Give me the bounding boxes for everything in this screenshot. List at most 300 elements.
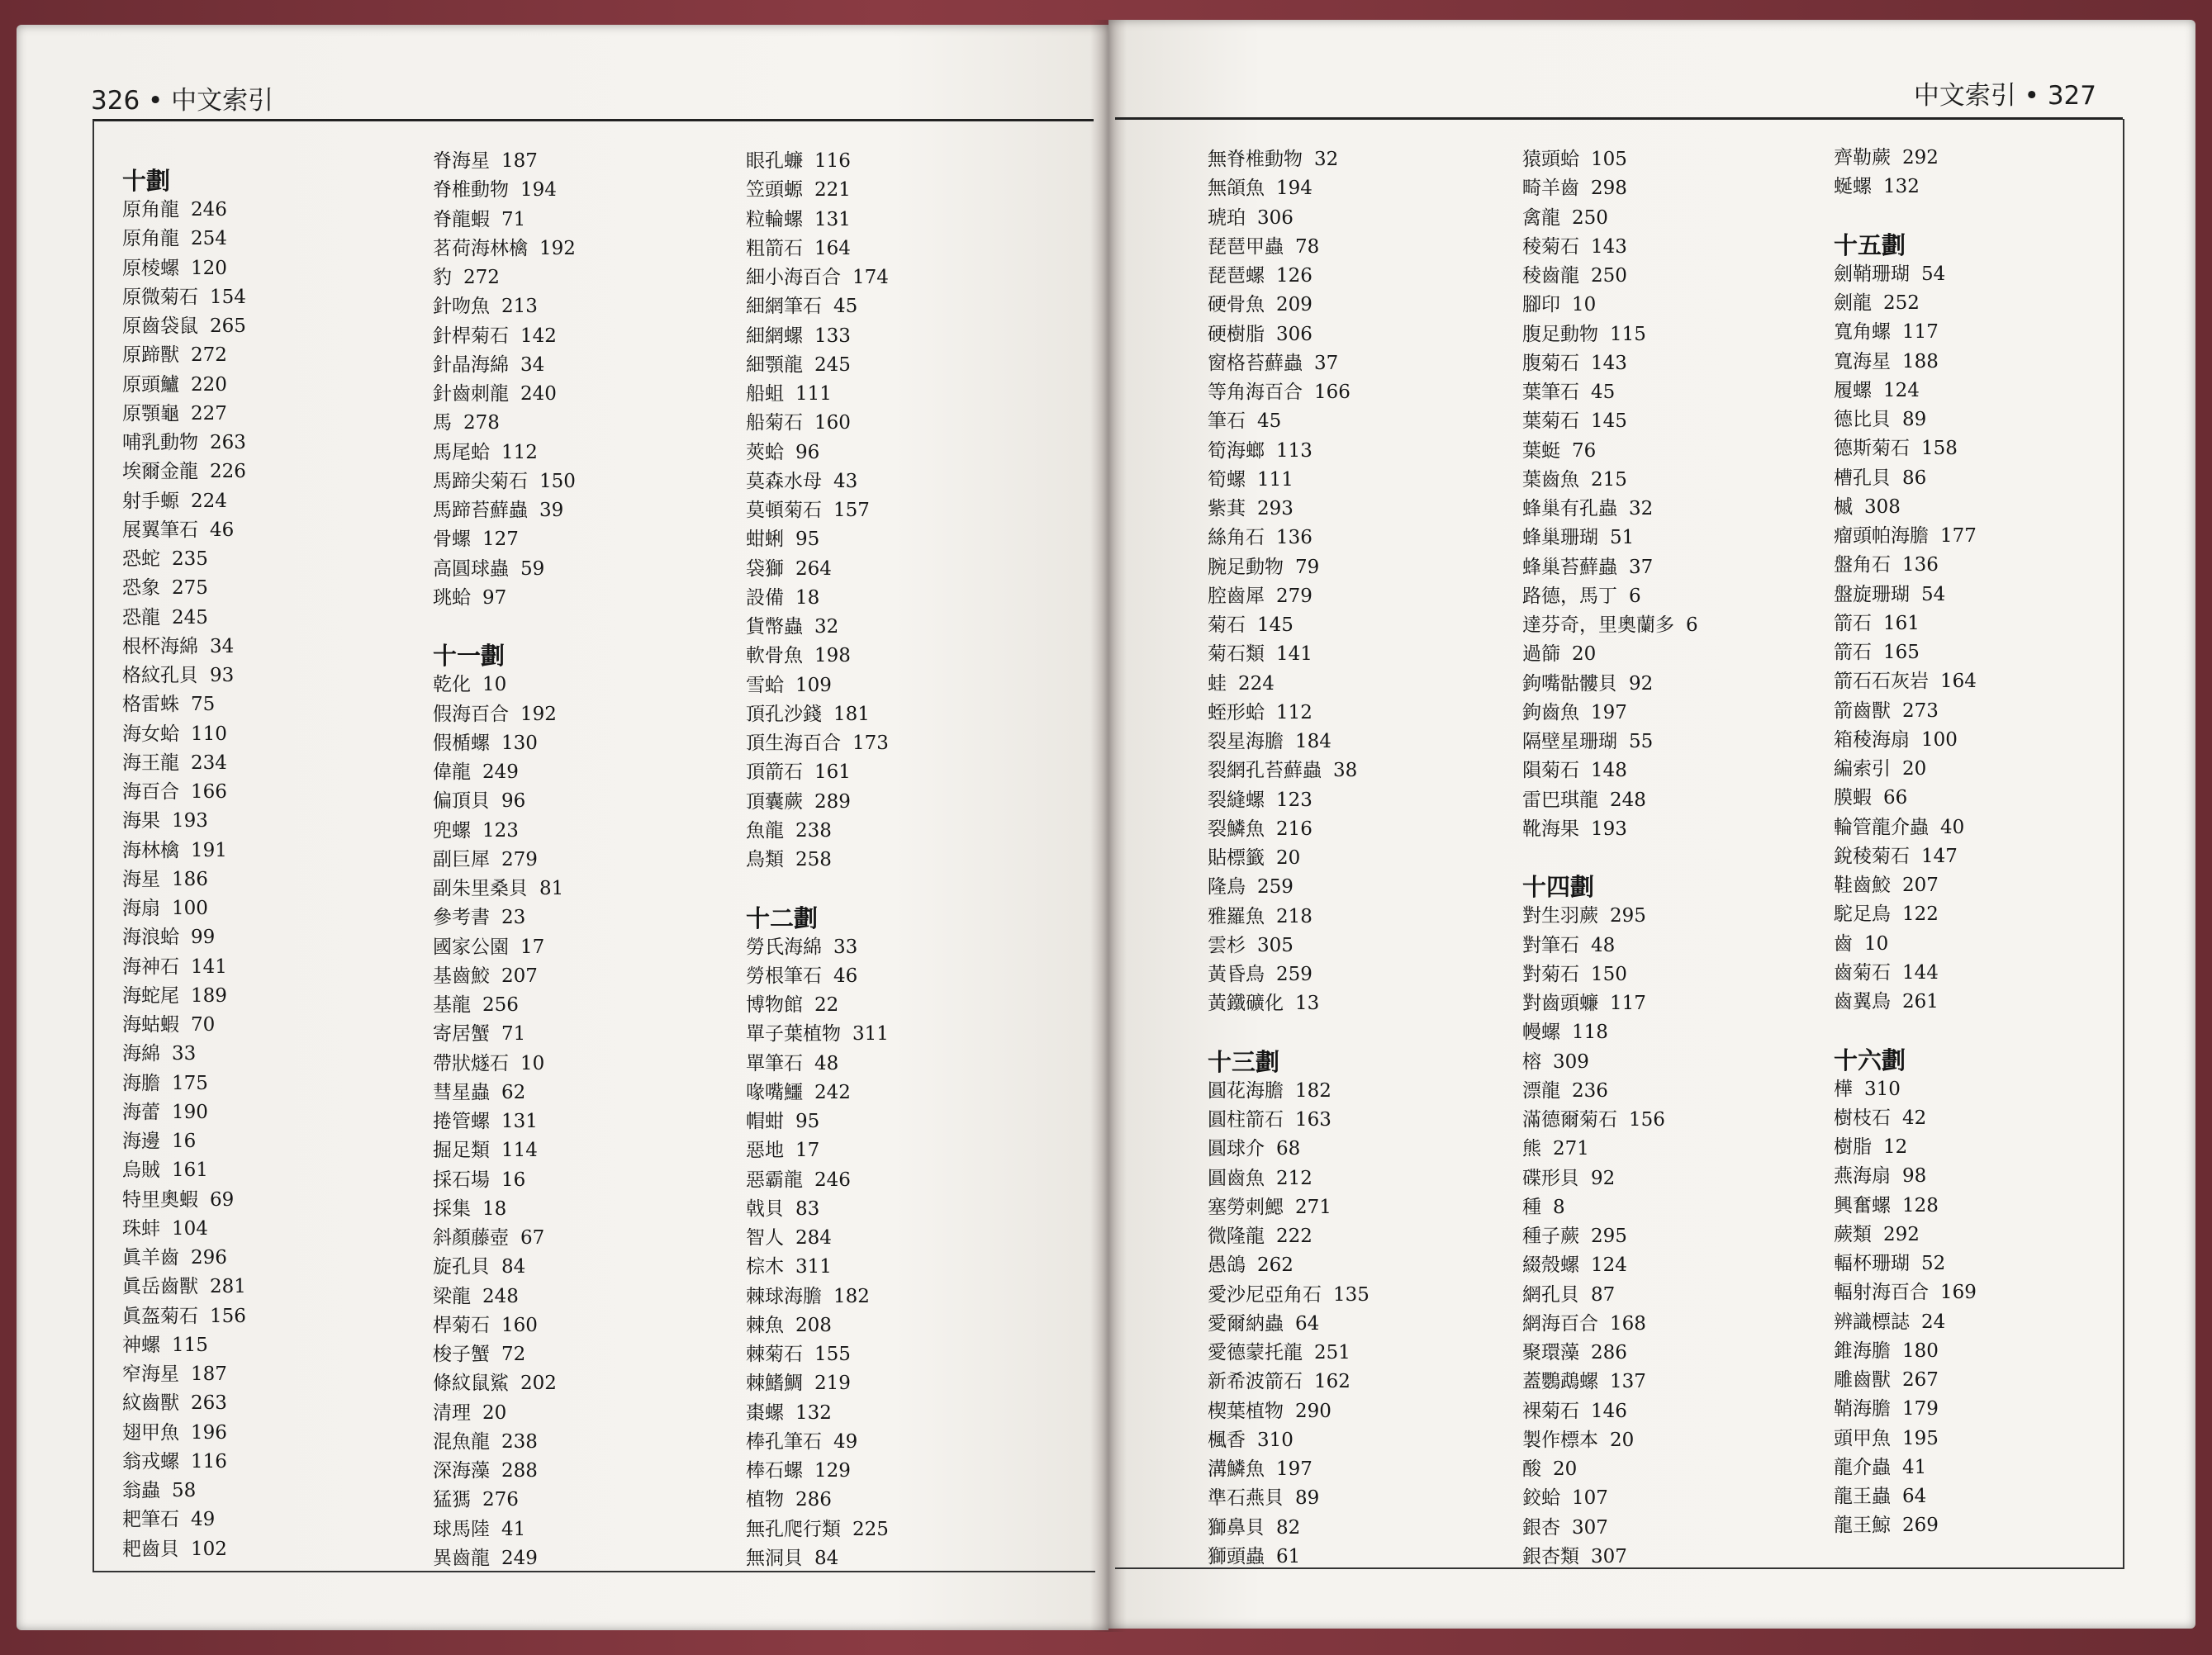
index-entry (1208, 145, 1515, 174)
index-page-number: 129 (814, 1460, 851, 1482)
index-term: 參考書 (433, 907, 490, 929)
index-term: 恐龍 (122, 606, 160, 628)
index-entry (1522, 524, 1830, 552)
index-entry (433, 147, 740, 176)
index-page-number: 292 (1902, 147, 1939, 168)
index-page-number: 66 (1883, 787, 1908, 809)
index-page-number: 86 (1902, 467, 1927, 489)
index-term: 頂囊蕨 (746, 790, 803, 813)
index-entry (746, 613, 1053, 642)
index-entry (1208, 233, 1515, 262)
index-entry (122, 1040, 430, 1069)
index-term: 哺乳動物 (122, 432, 198, 453)
index-entry (1522, 1281, 1830, 1310)
index-entry (746, 409, 1053, 438)
index-entry (1834, 784, 2141, 813)
index-entry (1522, 786, 1830, 815)
index-page-number: 48 (1591, 934, 1616, 956)
index-entry (1834, 609, 2141, 638)
index-entry (1834, 551, 2141, 580)
index-entry (1834, 667, 2141, 696)
index-term: 球馬陸 (433, 1518, 490, 1540)
index-page-number: 141 (191, 956, 227, 978)
index-entry (1834, 697, 2141, 726)
index-entry (122, 865, 430, 894)
index-page-number: 128 (1902, 1194, 1939, 1216)
index-term: 編索引 (1834, 758, 1891, 780)
index-entry (1834, 900, 2141, 929)
index-page-number: 148 (1591, 760, 1627, 782)
index-term: 德斯菊石 (1834, 438, 1910, 460)
index-page-number: 259 (1276, 964, 1312, 985)
index-term: 樺 (1834, 1078, 1853, 1100)
index-term: 琵琶螺 (1208, 265, 1265, 287)
index-term: 無頜魚 (1208, 178, 1265, 200)
index-term: 異齒龍 (433, 1547, 490, 1569)
index-entry (433, 729, 740, 758)
index-page-number: 275 (172, 577, 208, 600)
index-page-number: 34 (210, 635, 235, 657)
index-term: 箭石 (1834, 642, 1872, 663)
index-term: 齒翼鳥 (1834, 991, 1891, 1012)
index-page-number: 150 (539, 470, 576, 492)
index-entry (122, 720, 430, 749)
index-page-number: 308 (1864, 496, 1901, 518)
index-page-number: 95 (795, 1111, 820, 1132)
index-page-number: 251 (1314, 1342, 1350, 1363)
index-term: 帶狀燧石 (433, 1052, 509, 1074)
index-term: 頂孔沙錢 (746, 703, 822, 725)
index-page-number: 295 (1591, 1226, 1627, 1247)
index-term: 琵琶甲蟲 (1208, 235, 1284, 258)
index-term: 對齒頭蠊 (1522, 993, 1598, 1014)
index-page-number: 124 (1883, 379, 1920, 401)
index-entry (1522, 1193, 1830, 1222)
index-entry (746, 1369, 1053, 1398)
index-term: 海浪蛤 (122, 927, 179, 949)
index-entry (433, 1340, 740, 1369)
index-term: 海蛇尾 (122, 984, 179, 1007)
index-page-number: 32 (1314, 149, 1339, 170)
index-page-number: 150 (1591, 963, 1627, 985)
index-page-number: 22 (814, 994, 839, 1016)
index-entry (746, 1136, 1053, 1165)
index-entry (1522, 437, 1830, 466)
index-entry (1834, 1104, 2141, 1133)
index-page-number: 46 (833, 965, 858, 987)
index-page-number: 161 (814, 761, 851, 784)
index-page-number: 64 (1295, 1312, 1320, 1335)
index-page-number: 219 (814, 1373, 851, 1395)
index-entry (122, 312, 430, 341)
index-term: 海膽 (122, 1072, 160, 1094)
index-page-number: 225 (852, 1518, 889, 1540)
index-term: 裂星海膽 (1208, 731, 1284, 752)
index-page-number: 58 (172, 1480, 197, 1501)
index-entry (1208, 815, 1515, 844)
index-entry (746, 351, 1053, 380)
index-entry (433, 846, 740, 875)
index-entry (1208, 611, 1515, 640)
index-entry (746, 788, 1053, 817)
index-entry (746, 206, 1053, 235)
index-page-number: 160 (814, 412, 851, 434)
index-page-number: 227 (191, 402, 227, 424)
index-page-number: 220 (191, 373, 227, 396)
index-page-number: 306 (1276, 323, 1312, 345)
index-entry (1834, 493, 2141, 522)
index-term: 單子葉植物 (746, 1023, 841, 1046)
index-term: 種子蕨 (1522, 1226, 1579, 1247)
index-page-number: 168 (1610, 1312, 1646, 1335)
index-term: 圓齒魚 (1208, 1167, 1265, 1189)
index-page-number: 79 (1295, 556, 1320, 578)
index-term: 達芬奇，里奧蘭多 (1522, 614, 1674, 636)
index-term: 彗星蟲 (433, 1081, 490, 1103)
index-term: 劍龍 (1834, 292, 1872, 314)
index-entry (1522, 902, 1830, 931)
index-page-number: 298 (1591, 178, 1627, 200)
index-page-number: 278 (463, 412, 500, 434)
index-term: 軟骨魚 (746, 645, 803, 667)
index-term: 熊 (1522, 1138, 1541, 1160)
index-term: 錐海膽 (1834, 1340, 1891, 1362)
index-term: 無洞貝 (746, 1547, 803, 1569)
index-entry (1208, 553, 1515, 582)
index-term: 針桿菊石 (433, 325, 509, 347)
index-page-number: 262 (1257, 1254, 1293, 1277)
index-entry (1522, 466, 1830, 495)
index-term: 圓花海膽 (1208, 1079, 1284, 1102)
index-page-number: 258 (795, 849, 832, 870)
index-page-number: 296 (191, 1247, 227, 1269)
left-index-column-2 (433, 147, 740, 1573)
index-page-number: 72 (501, 1344, 526, 1365)
index-page-number: 107 (1572, 1487, 1608, 1510)
index-entry (1522, 756, 1830, 785)
index-entry (1522, 1164, 1830, 1193)
index-page-number: 249 (482, 761, 519, 783)
index-entry (122, 807, 430, 836)
index-entry (746, 496, 1053, 525)
index-page-number: 246 (814, 1169, 851, 1191)
index-term: 旋孔貝 (433, 1256, 490, 1278)
index-page-number: 189 (191, 984, 227, 1007)
index-page-number: 193 (1591, 818, 1627, 840)
index-entry (1522, 1018, 1830, 1047)
index-term: 單筆石 (746, 1052, 803, 1074)
index-term: 惡霸龍 (746, 1169, 803, 1191)
index-entry (746, 525, 1053, 554)
index-entry (1522, 145, 1830, 174)
index-term: 細顎龍 (746, 353, 803, 376)
index-entry (1834, 318, 2141, 347)
index-entry (1208, 204, 1515, 233)
index-page-number: 87 (1591, 1283, 1616, 1306)
index-term: 絲角石 (1208, 527, 1265, 549)
index-term: 原微菊石 (122, 286, 198, 308)
index-term: 細網螺 (746, 325, 803, 347)
index-term: 兜螺 (433, 819, 471, 842)
index-entry (1208, 756, 1515, 785)
index-entry (1834, 1453, 2141, 1482)
index-entry (1208, 960, 1515, 989)
index-page-number: 20 (1902, 758, 1927, 780)
index-page-number: 284 (795, 1227, 832, 1249)
index-term: 微隆龍 (1208, 1226, 1265, 1247)
index-page-number: 99 (191, 927, 216, 949)
index-entry (1834, 522, 2141, 551)
index-page-number: 117 (1902, 321, 1939, 344)
index-term: 智人 (746, 1227, 784, 1249)
index-page-number: 164 (814, 237, 851, 259)
index-page-number: 17 (795, 1140, 820, 1162)
index-term: 海扇 (122, 898, 160, 919)
index-term: 頂生海百合 (746, 733, 841, 754)
index-page-number: 111 (1257, 468, 1293, 491)
index-entry (1834, 1308, 2141, 1337)
index-entry (1834, 405, 2141, 434)
index-page-number: 51 (1610, 527, 1635, 549)
index-page-number: 98 (1902, 1165, 1927, 1188)
index-term: 興奮螺 (1834, 1194, 1891, 1216)
index-entry (1208, 378, 1515, 407)
index-page-number: 122 (1902, 903, 1939, 926)
index-entry (1208, 1339, 1515, 1368)
index-entry (1522, 495, 1830, 524)
index-term: 基齒鮫 (433, 965, 490, 987)
index-page-number: 155 (814, 1344, 851, 1365)
index-term: 脊龍蝦 (433, 208, 490, 230)
index-page-number: 131 (501, 1111, 538, 1132)
index-entry (1208, 699, 1515, 728)
index-entry (1834, 726, 2141, 755)
index-term: 埃爾金龍 (122, 461, 198, 483)
index-entry (1208, 844, 1515, 873)
index-page-number: 173 (852, 733, 889, 754)
index-term: 莫頓菊石 (746, 500, 822, 521)
index-entry (1208, 1426, 1515, 1455)
index-page-number: 102 (191, 1538, 227, 1560)
index-entry (746, 1224, 1053, 1253)
index-entry (1522, 640, 1830, 669)
index-term: 燕海扇 (1834, 1165, 1891, 1188)
index-entry (1522, 989, 1830, 1018)
index-term: 圓柱箭石 (1208, 1109, 1284, 1131)
index-term: 烏賊 (122, 1159, 160, 1182)
index-page-number: 96 (795, 441, 820, 463)
index-entry (1208, 407, 1515, 436)
index-term: 雅羅魚 (1208, 905, 1265, 927)
index-page-number: 10 (520, 1052, 545, 1074)
index-page-number: 181 (833, 703, 870, 725)
index-entry (433, 292, 740, 321)
index-page-number: 309 (1553, 1050, 1589, 1073)
index-term: 盤旋珊瑚 (1834, 583, 1910, 605)
index-term: 翅甲魚 (122, 1421, 179, 1444)
index-term: 船菊石 (746, 412, 803, 434)
index-page-number: 92 (1591, 1167, 1616, 1189)
index-page-number: 226 (210, 461, 246, 483)
index-page-number: 248 (482, 1285, 519, 1307)
index-page-number: 145 (1591, 410, 1627, 433)
index-term: 蛙 (1208, 672, 1227, 695)
index-entry (122, 371, 430, 400)
index-term: 銀杏 (1522, 1516, 1560, 1539)
index-term: 神螺 (122, 1334, 160, 1356)
index-term: 捲管螺 (433, 1111, 490, 1132)
stroke-count-heading: 十五劃 (1834, 230, 1906, 259)
index-page-number: 192 (520, 703, 557, 725)
index-entry (1522, 204, 1830, 233)
index-term: 黃鐵礦化 (1208, 993, 1284, 1015)
index-term: 過篩 (1522, 643, 1560, 666)
index-entry (746, 1399, 1053, 1428)
index-term: 樹枝石 (1834, 1107, 1891, 1129)
index-term: 頂箭石 (746, 761, 803, 784)
index-term: 高圓球蟲 (433, 557, 509, 580)
index-term: 蚶蜊 (746, 529, 784, 551)
index-term: 原頭鱸 (122, 373, 179, 396)
index-entry (122, 429, 430, 458)
index-entry (1208, 1310, 1515, 1339)
index-entry (1522, 1368, 1830, 1397)
index-term: 酸 (1522, 1458, 1541, 1480)
index-page-number: 114 (501, 1140, 538, 1162)
index-term: 原齒袋鼠 (122, 315, 198, 337)
index-term: 駝足鳥 (1834, 903, 1891, 926)
index-term: 採石場 (433, 1169, 490, 1191)
index-term: 海邊 (122, 1131, 160, 1152)
section-spacer (1834, 202, 2141, 231)
index-entry (1522, 262, 1830, 291)
index-entry (1208, 466, 1515, 495)
index-entry (746, 817, 1053, 846)
index-term: 腕足動物 (1208, 556, 1284, 578)
index-entry (122, 1244, 430, 1273)
index-term: 笠頭螈 (746, 179, 803, 202)
index-page-number: 279 (501, 848, 538, 870)
index-page-number: 166 (191, 781, 227, 803)
index-entry (1834, 930, 2141, 959)
index-page-number: 213 (501, 296, 538, 318)
index-entry (1834, 813, 2141, 842)
index-page-number: 307 (1572, 1516, 1608, 1539)
index-term: 雪蛤 (746, 674, 784, 696)
index-term: 海星 (122, 868, 160, 890)
index-entry (433, 1457, 740, 1486)
index-page-number: 136 (1276, 527, 1312, 549)
index-page-number: 295 (1610, 905, 1646, 927)
index-term: 瘤頭帕海膽 (1834, 525, 1929, 547)
index-page-number: 311 (852, 1023, 889, 1046)
index-term: 魚龍 (746, 819, 784, 842)
index-page-number: 41 (1902, 1456, 1927, 1478)
index-entry (1522, 1543, 1830, 1572)
index-entry (1834, 1133, 2141, 1162)
index-term: 偉龍 (433, 761, 471, 783)
index-page-number: 6 (1686, 614, 1698, 636)
index-term: 葉筆石 (1522, 382, 1579, 403)
index-page-number: 64 (1902, 1486, 1927, 1507)
index-entry (433, 206, 740, 235)
index-entry (122, 1186, 430, 1215)
index-page-number: 182 (1295, 1079, 1331, 1102)
index-entry (746, 1253, 1053, 1282)
index-term: 寄居蟹 (433, 1023, 490, 1046)
index-entry (122, 574, 430, 603)
index-page-number: 40 (1940, 816, 1965, 838)
index-page-number: 281 (210, 1276, 246, 1298)
left-page-header: 326 • 中文索引 (91, 86, 274, 116)
index-term: 帽蚶 (746, 1111, 784, 1132)
index-entry (122, 662, 430, 690)
index-page-number: 52 (1921, 1253, 1946, 1274)
index-page-number: 250 (1591, 265, 1627, 287)
index-term: 碟形貝 (1522, 1167, 1579, 1189)
index-entry (1208, 524, 1515, 552)
index-term: 蜂巢有孔蟲 (1522, 498, 1617, 519)
index-term: 眞盔菊石 (122, 1305, 198, 1327)
index-page-number: 310 (1257, 1429, 1293, 1451)
index-page-number: 163 (1295, 1109, 1331, 1131)
index-page-number: 34 (520, 353, 545, 376)
index-entry (433, 1224, 740, 1253)
right-index-column-2 (1522, 145, 1830, 1572)
index-page-number: 263 (191, 1392, 227, 1415)
index-page-number: 141 (1276, 643, 1312, 666)
index-entry (746, 1079, 1053, 1107)
index-page-number: 292 (1883, 1223, 1920, 1245)
index-term: 禽龍 (1522, 206, 1560, 229)
index-page-number: 10 (1864, 932, 1889, 955)
index-entry (1522, 291, 1830, 320)
index-entry (1834, 144, 2141, 173)
index-page-number: 13 (1295, 993, 1320, 1015)
index-entry (433, 409, 740, 438)
index-entry (1522, 1514, 1830, 1543)
index-term: 海神石 (122, 956, 179, 978)
index-term: 蜂巢苔蘚蟲 (1522, 556, 1617, 578)
index-page-number: 37 (1314, 352, 1339, 374)
index-page-number: 71 (501, 208, 526, 230)
index-term: 鞘海膽 (1834, 1398, 1891, 1420)
index-entry (433, 525, 740, 554)
index-entry (1208, 1077, 1515, 1106)
index-page-number: 33 (833, 936, 858, 958)
stroke-count-heading: 十一劃 (433, 642, 506, 671)
index-entry (433, 1195, 740, 1224)
index-term: 稜菊石 (1522, 235, 1579, 258)
index-entry (1208, 1222, 1515, 1251)
index-term: 銳稜菊石 (1834, 845, 1910, 867)
index-term: 隕菊石 (1522, 760, 1579, 782)
index-entry (122, 400, 430, 429)
index-page-number: 59 (520, 557, 545, 580)
section-spacer (1522, 844, 1830, 873)
index-term: 喙嘴鱷 (746, 1081, 803, 1103)
index-term: 莫森水母 (746, 470, 822, 492)
index-term: 原角龍 (122, 199, 179, 221)
index-entry (1834, 842, 2141, 871)
index-entry (122, 604, 430, 633)
index-term: 溝鱗魚 (1208, 1458, 1265, 1480)
section-spacer (746, 875, 1053, 903)
index-page-number: 32 (814, 616, 839, 638)
index-entry (1522, 1135, 1830, 1164)
index-term: 棕木 (746, 1256, 784, 1278)
index-entry (1208, 640, 1515, 669)
